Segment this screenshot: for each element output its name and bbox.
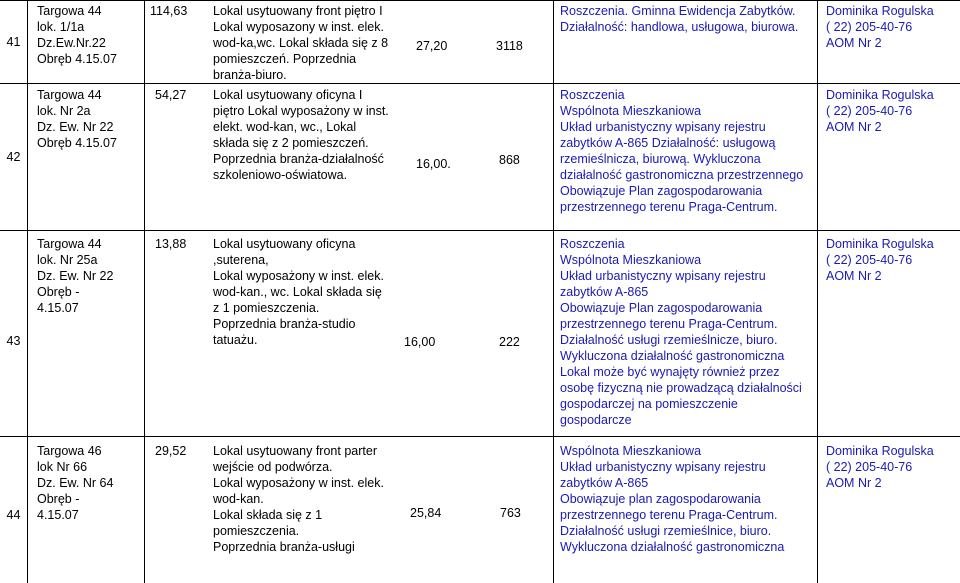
contact-cell: Dominika Rogulska ( 22) 205-40-76 AOM Nr 2 [826, 237, 934, 283]
value-cell: 763 [500, 506, 521, 520]
contact-cell: Dominika Rogulska ( 22) 205-40-76 AOM Nr 2 [826, 88, 934, 134]
notes-cell: Roszczenia Wspólnota Mieszkaniowa Układ urbanistyczny wpisany rejestru zabytków A-865 Obowiązuje Plan zagospodarowania przestrzennego terenu Praga-Centrum. Działalność usługi rzemieślnicze, biuro. Wykluczona działalność gastronomiczna Lokal może być wynajęty również przez osobę fizyczną nie prowadzącą działalności gospodarczej na pomieszczenie gospodarcze [560, 237, 802, 427]
area-cell: 13,88 [155, 237, 187, 251]
value-cell: 3118 [496, 39, 523, 53]
address-cell: Targowa 44 lok. 1/1a Dz.Ew.Nr.22 Obręb 4.15.07 [37, 4, 117, 66]
description-cell: Lokal usytuowany front piętro I Lokal wyposazony w inst. elek. wod-ka,wc. Lokal składa się z 8 pomieszczeń. Poprzednia branża-biuro. [213, 4, 389, 82]
row-number: 41 [6, 35, 21, 49]
row-number: 43 [6, 334, 21, 348]
area-cell: 54,27 [155, 88, 187, 102]
value-cell: 868 [499, 153, 520, 167]
rate-cell: 25,84 [410, 506, 442, 520]
row-number: 42 [6, 150, 21, 164]
area-cell: 114,63 [150, 4, 188, 18]
rate-cell: 27,20 [416, 39, 448, 53]
col-divider [553, 0, 554, 583]
address-cell: Targowa 46 lok Nr 66 Dz. Ew. Nr 64 Obręb - 4.15.07 [37, 444, 114, 522]
description-cell: Lokal usytuowany front parter wejście od podwórza. Lokal wyposażony w inst. elek. wod-kan. Lokal składa się z 1 pomieszczenia. Poprzednia branża-usługi [213, 444, 384, 554]
notes-cell: Roszczenia. Gminna Ewidencja Zabytków. Działalność: handlowa, usługowa, biurowa. [560, 4, 799, 34]
contact-cell: Dominika Rogulska ( 22) 205-40-76 AOM Nr 2 [826, 444, 934, 490]
col-divider [144, 0, 145, 583]
rate-cell: 16,00. [416, 157, 451, 171]
rate-cell: 16,00 [404, 335, 436, 349]
description-cell: Lokal usytuowany oficyna I piętro Lokal wyposażony w inst. elekt. wod-kan, wc., Lokal składa się z 2 pomieszczeń. Poprzednia branża-działalność szkoleniowo-oświatowa. [213, 88, 389, 182]
contact-cell: Dominika Rogulska ( 22) 205-40-76 AOM Nr 2 [826, 4, 934, 50]
col-divider [27, 0, 28, 583]
area-cell: 29,52 [155, 444, 187, 458]
address-cell: Targowa 44 lok. Nr 25a Dz. Ew. Nr 22 Obręb - 4.15.07 [37, 237, 114, 315]
address-cell: Targowa 44 lok. Nr 2a Dz. Ew. Nr 22 Obręb 4.15.07 [37, 88, 117, 150]
notes-cell: Roszczenia Wspólnota Mieszkaniowa Układ urbanistyczny wpisany rejestru zabytków A-865 Działalność: usługową rzemieślnicza, biurową. Wykluczona działalność gastronomiczna przestrzennego Obowiązuje Plan zagospodarowania przestrzennego terenu Praga-Centrum. [560, 88, 804, 214]
row-number: 44 [6, 508, 21, 522]
col-divider [817, 0, 818, 583]
value-cell: 222 [499, 335, 520, 349]
notes-cell: Wspólnota Mieszkaniowa Układ urbanistyczny wpisany rejestru zabytków A-865 Obowiązuje plan zagospodarowania przestrzennego terenu Praga-Centrum. Działalność usługi rzemieślnice, biuro. Wykluczona działalność gastronomiczna [560, 444, 785, 554]
description-cell: Lokal usytuowany oficyna ,suterena, Lokal wyposażony w inst. elek. wod-kan., wc. Lokal składa się z 1 pomieszczenia. Poprzednia branża-studio tatuażu. [213, 237, 384, 347]
